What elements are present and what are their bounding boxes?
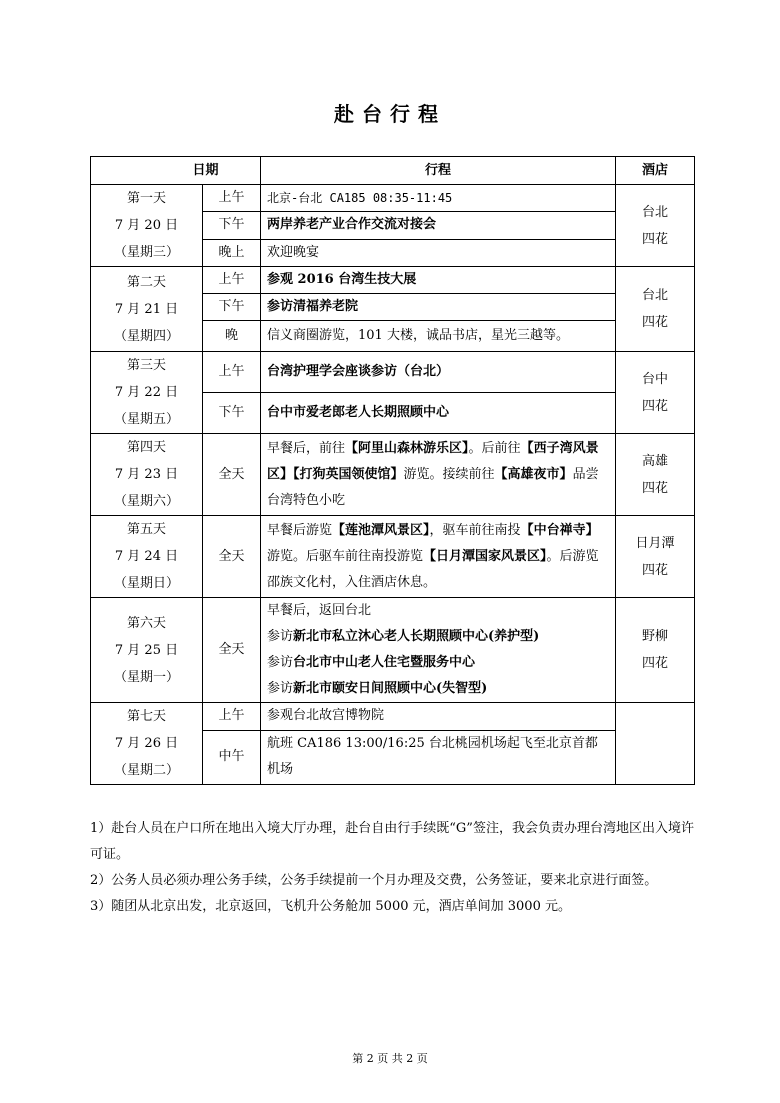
day-label: 第一天 — [126, 191, 166, 206]
activity-cell: 信义商圈游览，101 大楼，诚品书店，星光三越等。 — [261, 321, 616, 352]
activity-cell: 欢迎晚宴 — [261, 239, 616, 266]
day-cell — [91, 434, 203, 516]
hotel-grade: 四花 — [642, 231, 669, 247]
table-row — [91, 598, 695, 703]
hotel-cell — [616, 352, 695, 434]
activity-text: 游览。接续前往 — [403, 466, 495, 482]
day-cell — [91, 516, 203, 598]
day-cell — [91, 352, 203, 434]
hotel-city: 高雄 — [642, 453, 669, 469]
table-row — [91, 434, 695, 516]
activity-text: ，驱车前往南投 — [429, 522, 521, 538]
day-weekday: （星期六） — [113, 494, 179, 509]
note-item: 1）赴台人员在户口所在地出入境大厅办理，赴台自由行手续既“G”签注，我会负责办理台湾地区出入境许可证。 — [90, 821, 694, 862]
hotel-grade: 四花 — [642, 656, 669, 671]
facility-name: 台北市中山老人住宅暨服务中心 — [293, 655, 476, 670]
attraction-name: 【中台禅寺】 — [520, 522, 599, 538]
activity-text: 早餐后，前往 — [267, 440, 346, 456]
attraction-name: 【莲池潭风景区】 — [332, 522, 430, 538]
day-date: 7 月 20 日 — [114, 218, 179, 233]
table-row — [91, 185, 695, 212]
header-itinerary: 行程 — [261, 157, 616, 185]
activity-cell: 航班 CA186 13:00/16:25 台北桃园机场起飞至北京首都机场 — [261, 730, 616, 784]
attraction-name: 【西子湾风景区】【打狗英国领使馆】 — [267, 440, 599, 482]
period-cell: 晚上 — [203, 239, 261, 266]
day-date: 7 月 23 日 — [114, 467, 179, 482]
period-cell: 全天 — [203, 516, 261, 598]
day-cell — [91, 267, 203, 352]
activity-line — [267, 650, 609, 676]
hotel-cell — [616, 598, 695, 703]
period-cell: 中午 — [203, 730, 261, 784]
hotel-grade: 四花 — [642, 398, 669, 414]
day-date: 7 月 21 日 — [114, 301, 179, 317]
hotel-cell — [616, 516, 695, 598]
period-cell: 全天 — [203, 598, 261, 703]
note-item: 3）随团从北京出发，北京返回，飞机升公务舱加 5000 元，酒店单间加 3000 元。 — [90, 899, 571, 914]
period-cell: 晚 — [203, 321, 261, 352]
header-date: 日期 — [91, 157, 261, 185]
day-label: 第三天 — [126, 358, 166, 373]
activity-cell: 参观台北故宫博物院 — [261, 703, 616, 731]
activity-text: 早餐后游览 — [267, 522, 333, 538]
activity-cell — [261, 434, 616, 516]
notes-section — [90, 816, 700, 920]
activity-cell — [261, 516, 616, 598]
page-title: 赴台行程 — [334, 102, 446, 126]
activity-cell: 台中市爱老郎老人长期照顾中心 — [261, 393, 616, 434]
facility-name: 新北市私立沐心老人长期照顾中心(养护型) — [293, 629, 540, 644]
activity-cell: 参访清福养老院 — [261, 294, 616, 321]
itinerary-table — [90, 156, 695, 785]
day-date: 7 月 24 日 — [114, 549, 179, 564]
day-date: 7 月 22 日 — [114, 385, 179, 400]
hotel-city: 野柳 — [642, 629, 669, 644]
activity-text: 游览。后驱车前往南投游览 — [267, 548, 424, 564]
table-row — [91, 352, 695, 393]
day-label: 第七天 — [126, 709, 166, 724]
period-cell: 上午 — [203, 703, 261, 731]
day-date: 7 月 25 日 — [114, 642, 179, 658]
period-cell: 上午 — [203, 267, 261, 294]
hotel-grade: 四花 — [642, 480, 669, 496]
hotel-city: 台北 — [642, 288, 669, 303]
day-label: 第六天 — [126, 615, 166, 631]
period-cell: 下午 — [203, 393, 261, 434]
activity-line: 早餐后，返回台北 — [267, 603, 372, 618]
day-weekday: （星期三） — [113, 245, 179, 260]
day-label: 第二天 — [126, 274, 166, 290]
period-cell: 上午 — [203, 185, 261, 212]
activity-line — [267, 676, 609, 702]
day-weekday: （星期四） — [113, 328, 179, 344]
day-cell — [91, 703, 203, 785]
table-row — [91, 703, 695, 731]
period-cell: 下午 — [203, 294, 261, 321]
period-cell: 全天 — [203, 434, 261, 516]
activity-line — [267, 624, 609, 650]
hotel-grade: 四花 — [642, 562, 669, 578]
day-cell — [91, 185, 203, 267]
day-weekday: （星期日） — [113, 576, 179, 591]
table-header-row — [91, 157, 695, 185]
attraction-name: 【高雄夜市】 — [494, 466, 573, 482]
activity-text: 参访 — [267, 655, 294, 670]
day-label: 第五天 — [126, 522, 166, 537]
hotel-cell — [616, 267, 695, 352]
activity-text: 参访 — [267, 629, 294, 644]
day-weekday: （星期二） — [113, 763, 179, 778]
period-cell: 下午 — [203, 212, 261, 239]
activity-text: 参访 — [267, 681, 294, 696]
activity-text: 品尝台湾特色小吃 — [267, 466, 599, 508]
note-item: 2）公务人员必须办理公务手续，公务手续提前一个月办理及交费，公务签证，要来北京进行面签。 — [90, 873, 658, 888]
day-weekday: （星期五） — [113, 412, 179, 427]
hotel-grade: 四花 — [642, 315, 669, 330]
hotel-city: 台中 — [642, 371, 669, 387]
hotel-cell — [616, 185, 695, 267]
activity-cell: 台湾护理学会座谈参访（台北） — [261, 352, 616, 393]
hotel-city: 日月潭 — [635, 535, 675, 551]
hotel-cell — [616, 703, 695, 785]
attraction-name: 【日月潭国家风景区】 — [423, 548, 547, 564]
facility-name: 新北市颐安日间照顾中心(失智型) — [293, 681, 488, 696]
activity-cell — [261, 598, 616, 703]
activity-cell: 参观 2016 台湾生技大展 — [261, 267, 616, 294]
day-date: 7 月 26 日 — [114, 736, 179, 751]
hotel-cell — [616, 434, 695, 516]
page-footer: 第 2 页 共 2 页 — [352, 1052, 428, 1065]
activity-cell: 北京-台北 CA185 08:35-11:45 — [261, 185, 616, 212]
activity-cell: 两岸养老产业合作交流对接会 — [261, 212, 616, 239]
hotel-city: 台北 — [642, 204, 669, 220]
day-cell — [91, 598, 203, 703]
activity-text: 。后前往 — [468, 440, 521, 456]
attraction-name: 【阿里山森林游乐区】 — [345, 440, 469, 456]
day-weekday: （星期一） — [113, 669, 179, 685]
period-cell: 上午 — [203, 352, 261, 393]
table-row — [91, 516, 695, 598]
day-label: 第四天 — [126, 440, 166, 455]
table-row — [91, 267, 695, 294]
header-hotel: 酒店 — [616, 157, 695, 185]
activity-text: 。后游览邵族文化村，入住酒店休息。 — [267, 548, 599, 590]
